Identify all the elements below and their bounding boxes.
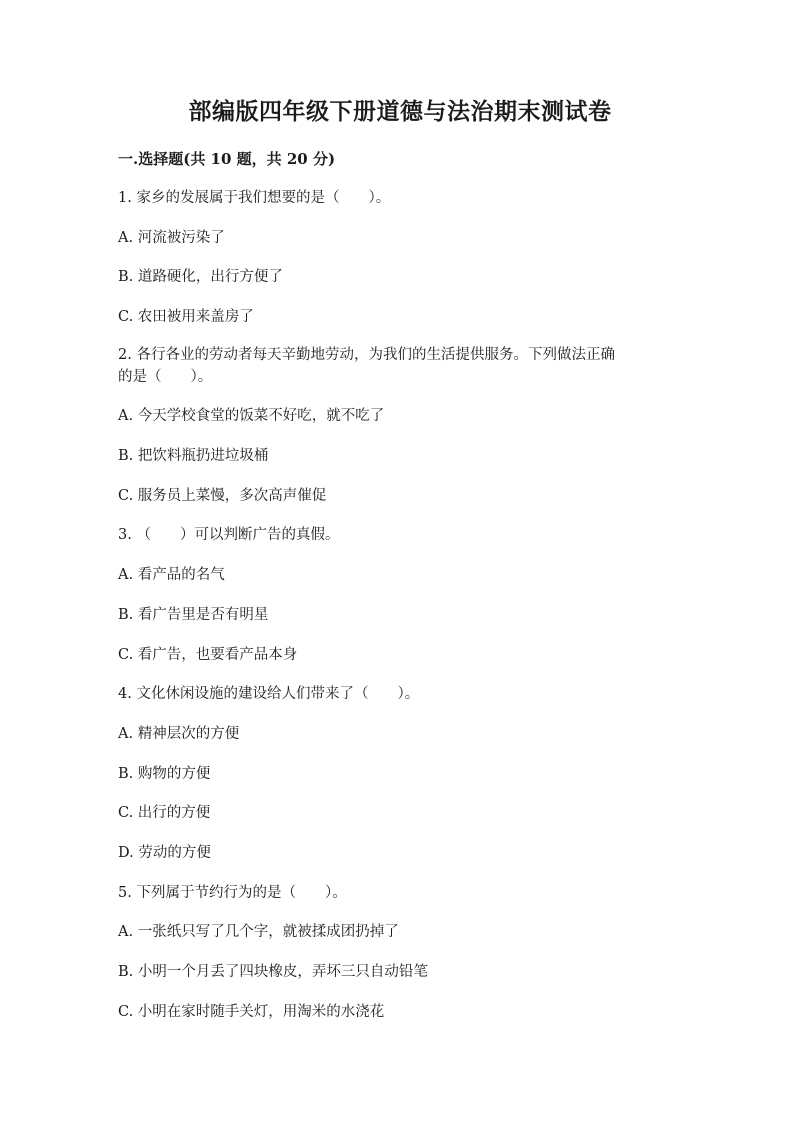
- section-heading: 一.选择题(共 10 题，共 20 分): [118, 150, 336, 168]
- option-c: C. 服务员上菜慢，多次高声催促: [118, 488, 327, 504]
- option-a: A. 河流被污染了: [118, 230, 225, 246]
- option-c: C. 农田被用来盖房了: [118, 309, 254, 325]
- question-stem: [118, 344, 688, 388]
- question-stem: 3. （ ）可以判断广告的真假。: [118, 527, 340, 543]
- option-c: C. 看广告，也要看产品本身: [118, 647, 298, 663]
- question-stem: 1. 家乡的发展属于我们想要的是（ ）。: [118, 190, 391, 206]
- option-a: A. 看产品的名气: [118, 567, 225, 583]
- question-stem-line-1: 2. 各行各业的劳动者每天辛勤地劳动，为我们的生活提供服务。下列做法正确: [118, 347, 615, 363]
- option-c: C. 出行的方便: [118, 805, 211, 821]
- question-stem-line-2: 的是（ ）。: [118, 369, 213, 385]
- option-a: A. 精神层次的方便: [118, 726, 240, 742]
- option-b: B. 把饮料瓶扔进垃圾桶: [118, 448, 269, 464]
- page-title: 部编版四年级下册道德与法治期末测试卷: [188, 98, 612, 125]
- option-b: B. 看广告里是否有明星: [118, 607, 269, 623]
- option-b: B. 小明一个月丢了四块橡皮，弄坏三只自动铅笔: [118, 964, 428, 980]
- option-a: A. 今天学校食堂的饭菜不好吃，就不吃了: [118, 408, 385, 424]
- option-d: D. 劳动的方便: [118, 845, 211, 861]
- option-b: B. 道路硬化，出行方便了: [118, 269, 283, 285]
- option-b: B. 购物的方便: [118, 766, 211, 782]
- question-stem: 5. 下列属于节约行为的是（ ）。: [118, 885, 347, 901]
- option-a: A. 一张纸只写了几个字，就被揉成团扔掉了: [118, 924, 399, 940]
- question-stem: 4. 文化休闲设施的建设给人们带来了（ ）。: [118, 686, 420, 702]
- option-c: C. 小明在家时随手关灯，用淘米的水浇花: [118, 1004, 385, 1020]
